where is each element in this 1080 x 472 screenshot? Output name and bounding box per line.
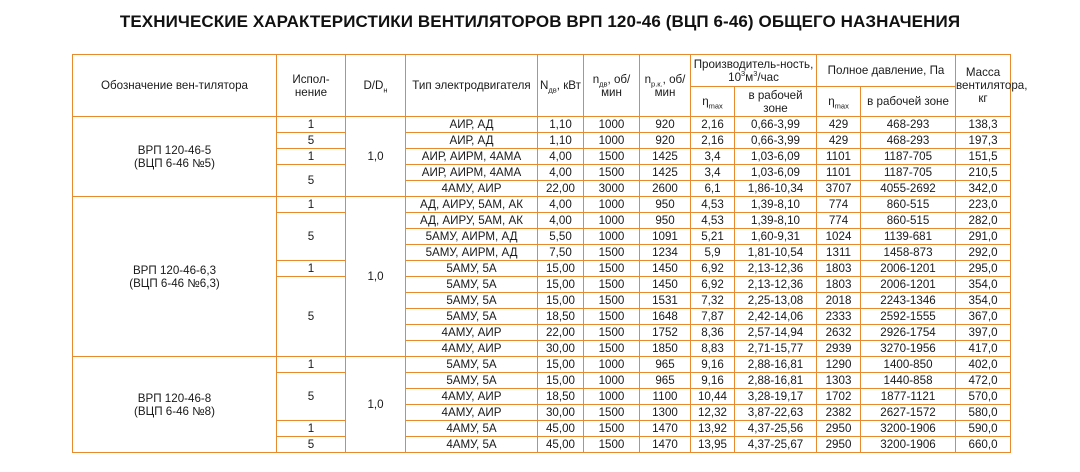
pressure-zone-cell: 1400-850 (861, 357, 956, 373)
version-cell: 1 (277, 357, 346, 373)
power-cell: 15,00 (538, 293, 584, 309)
dd-cell: 1,0 (346, 197, 406, 357)
capacity-max-cell: 8,36 (691, 325, 735, 341)
motor-speed-cell: 1500 (584, 149, 640, 165)
version-cell: 1 (277, 117, 346, 133)
capacity-zone-cell: 2,71-15,77 (735, 341, 817, 357)
header-capacity-eta: $\eta_{max}$ (691, 87, 735, 117)
header-capacity: Производитель-ность, $10^3м^3$/час (691, 55, 817, 87)
motor-cell: 5АМУ, АИРМ, АД (406, 229, 538, 245)
version-cell: 5 (277, 133, 346, 149)
header-power: $N_{дв}$, кВт (538, 55, 584, 117)
header-motor: Тип электродвигателя (406, 55, 538, 117)
mass-cell: 367,0 (956, 309, 1011, 325)
impeller-speed-cell: 965 (640, 357, 691, 373)
version-cell: 5 (277, 277, 346, 357)
power-cell: 5,50 (538, 229, 584, 245)
pressure-max-cell: 3707 (817, 181, 861, 197)
capacity-zone-cell: 0,66-3,99 (735, 133, 817, 149)
motor-speed-cell: 1500 (584, 261, 640, 277)
pressure-zone-cell: 1458-873 (861, 245, 956, 261)
capacity-zone-cell: 4,37-25,67 (735, 437, 817, 453)
pressure-max-cell: 1101 (817, 149, 861, 165)
power-cell: 22,00 (538, 181, 584, 197)
capacity-max-cell: 12,32 (691, 405, 735, 421)
pressure-max-cell: 2382 (817, 405, 861, 421)
pressure-max-cell: 774 (817, 213, 861, 229)
capacity-max-cell: 13,92 (691, 421, 735, 437)
motor-speed-cell: 1000 (584, 357, 640, 373)
capacity-zone-cell: 2,42-14,06 (735, 309, 817, 325)
motor-speed-cell: 1000 (584, 133, 640, 149)
capacity-max-cell: 2,16 (691, 133, 735, 149)
capacity-zone-cell: 2,13-12,36 (735, 277, 817, 293)
motor-speed-cell: 1000 (584, 213, 640, 229)
pressure-zone-cell: 2926-1754 (861, 325, 956, 341)
motor-cell: 4АМУ, АИР (406, 405, 538, 421)
header-capacity-zone: в рабочей зоне (735, 87, 817, 117)
mass-cell: 138,3 (956, 117, 1011, 133)
pressure-max-cell: 2018 (817, 293, 861, 309)
motor-speed-cell: 1500 (584, 245, 640, 261)
motor-speed-cell: 1000 (584, 389, 640, 405)
pressure-zone-cell: 3200-1906 (861, 421, 956, 437)
version-cell: 1 (277, 261, 346, 277)
pressure-max-cell: 1803 (817, 261, 861, 277)
header-dd: $D/D_н$ (346, 55, 406, 117)
capacity-max-cell: 2,16 (691, 117, 735, 133)
mass-cell: 342,0 (956, 181, 1011, 197)
capacity-zone-cell: 2,13-12,36 (735, 261, 817, 277)
power-cell: 15,00 (538, 261, 584, 277)
impeller-speed-cell: 1450 (640, 277, 691, 293)
capacity-zone-cell: 2,25-13,08 (735, 293, 817, 309)
dd-cell: 1,0 (346, 117, 406, 197)
dd-cell: 1,0 (346, 357, 406, 453)
motor-cell: АИР, АИРМ, 4АМА (406, 165, 538, 181)
impeller-speed-cell: 1100 (640, 389, 691, 405)
capacity-zone-cell: 2,88-16,81 (735, 373, 817, 389)
motor-speed-cell: 1000 (584, 373, 640, 389)
pressure-max-cell: 1311 (817, 245, 861, 261)
capacity-zone-cell: 2,88-16,81 (735, 357, 817, 373)
capacity-max-cell: 5,21 (691, 229, 735, 245)
capacity-zone-cell: 0,66-3,99 (735, 117, 817, 133)
pressure-zone-cell: 3270-1956 (861, 341, 956, 357)
mass-cell: 197,3 (956, 133, 1011, 149)
version-cell: 5 (277, 373, 346, 421)
header-pressure-zone: в рабочей зоне (861, 87, 956, 117)
capacity-max-cell: 6,1 (691, 181, 735, 197)
capacity-max-cell: 6,92 (691, 277, 735, 293)
motor-cell: 5АМУ, 5А (406, 261, 538, 277)
capacity-zone-cell: 3,87-22,63 (735, 405, 817, 421)
motor-cell: 5АМУ, 5А (406, 309, 538, 325)
mass-cell: 210,5 (956, 165, 1011, 181)
mass-cell: 295,0 (956, 261, 1011, 277)
motor-speed-cell: 1500 (584, 293, 640, 309)
pressure-zone-cell: 3200-1906 (861, 437, 956, 453)
version-cell: 5 (277, 165, 346, 197)
capacity-max-cell: 3,4 (691, 165, 735, 181)
motor-speed-cell: 1500 (584, 277, 640, 293)
motor-cell: АИР, АД (406, 117, 538, 133)
pressure-zone-cell: 468-293 (861, 133, 956, 149)
version-cell: 1 (277, 421, 346, 437)
pressure-max-cell: 2950 (817, 437, 861, 453)
pressure-zone-cell: 1187-705 (861, 149, 956, 165)
version-cell: 5 (277, 437, 346, 453)
table-row (73, 117, 1011, 133)
motor-cell: 4АМУ, АИР (406, 181, 538, 197)
impeller-speed-cell: 965 (640, 373, 691, 389)
mass-cell: 580,0 (956, 405, 1011, 421)
impeller-speed-cell: 920 (640, 117, 691, 133)
motor-speed-cell: 1000 (584, 117, 640, 133)
power-cell: 22,00 (538, 325, 584, 341)
fan-designation: ВРП 120-46-8 (ВЦП 6-46 №8) (73, 357, 277, 453)
motor-speed-cell: 1500 (584, 405, 640, 421)
impeller-speed-cell: 2600 (640, 181, 691, 197)
mass-cell: 292,0 (956, 245, 1011, 261)
motor-speed-cell: 1500 (584, 165, 640, 181)
mass-cell: 417,0 (956, 341, 1011, 357)
capacity-zone-cell: 3,28-19,17 (735, 389, 817, 405)
table-row (73, 197, 1011, 213)
mass-cell: 590,0 (956, 421, 1011, 437)
capacity-max-cell: 13,95 (691, 437, 735, 453)
mass-cell: 397,0 (956, 325, 1011, 341)
power-cell: 15,00 (538, 373, 584, 389)
mass-cell: 472,0 (956, 373, 1011, 389)
capacity-zone-cell: 1,03-6,09 (735, 165, 817, 181)
capacity-max-cell: 9,16 (691, 357, 735, 373)
pressure-zone-cell: 1187-705 (861, 165, 956, 181)
impeller-speed-cell: 950 (640, 213, 691, 229)
capacity-max-cell: 6,92 (691, 261, 735, 277)
impeller-speed-cell: 1234 (640, 245, 691, 261)
power-cell: 1,10 (538, 133, 584, 149)
motor-speed-cell: 3000 (584, 181, 640, 197)
version-cell: 1 (277, 197, 346, 213)
motor-speed-cell: 1500 (584, 325, 640, 341)
pressure-zone-cell: 2592-1555 (861, 309, 956, 325)
impeller-speed-cell: 1531 (640, 293, 691, 309)
impeller-speed-cell: 1648 (640, 309, 691, 325)
power-cell: 4,00 (538, 165, 584, 181)
fan-designation: ВРП 120-46-6,3 (ВЦП 6-46 №6,3) (73, 197, 277, 357)
header-pressure-eta: $\eta_{max}$ (817, 87, 861, 117)
capacity-zone-cell: 4,37-25,56 (735, 421, 817, 437)
pressure-max-cell: 2333 (817, 309, 861, 325)
motor-speed-cell: 1500 (584, 341, 640, 357)
capacity-max-cell: 3,4 (691, 149, 735, 165)
power-cell: 45,00 (538, 437, 584, 453)
pressure-max-cell: 1702 (817, 389, 861, 405)
motor-cell: 4АМУ, АИР (406, 389, 538, 405)
mass-cell: 223,0 (956, 197, 1011, 213)
motor-cell: 5АМУ, 5А (406, 357, 538, 373)
header-mass: Масса вентилятора, кг (956, 55, 1011, 117)
page-title: ТЕХНИЧЕСКИЕ ХАРАКТЕРИСТИКИ ВЕНТИЛЯТОРОВ ВРП 120-46 (ВЦП 6-46) ОБЩЕГО НАЗНАЧЕНИЯ (119, 12, 961, 31)
mass-cell: 570,0 (956, 389, 1011, 405)
pressure-max-cell: 1024 (817, 229, 861, 245)
version-cell: 1 (277, 149, 346, 165)
capacity-max-cell: 4,53 (691, 213, 735, 229)
pressure-max-cell: 2632 (817, 325, 861, 341)
mass-cell: 660,0 (956, 437, 1011, 453)
motor-cell: 5АМУ, АИРМ, АД (406, 245, 538, 261)
pressure-max-cell: 2950 (817, 421, 861, 437)
power-cell: 4,00 (538, 149, 584, 165)
capacity-zone-cell: 1,03-6,09 (735, 149, 817, 165)
motor-cell: АД, АИРУ, 5АМ, АК (406, 197, 538, 213)
motor-speed-cell: 1500 (584, 309, 640, 325)
power-cell: 1,10 (538, 117, 584, 133)
motor-cell: 5АМУ, 5А (406, 373, 538, 389)
header-impeller-speed: $n_{р.к.}$, об/мин (640, 55, 691, 117)
pressure-zone-cell: 1440-858 (861, 373, 956, 389)
pressure-zone-cell: 1877-1121 (861, 389, 956, 405)
pressure-max-cell: 1803 (817, 277, 861, 293)
capacity-zone-cell: 1,39-8,10 (735, 213, 817, 229)
impeller-speed-cell: 1470 (640, 421, 691, 437)
capacity-max-cell: 10,44 (691, 389, 735, 405)
pressure-max-cell: 429 (817, 117, 861, 133)
header-version: Испол-нение (277, 55, 346, 117)
power-cell: 4,00 (538, 213, 584, 229)
header-pressure: Полное давление, Па (817, 55, 956, 87)
pressure-zone-cell: 860-515 (861, 213, 956, 229)
motor-cell: 4АМУ, АИР (406, 325, 538, 341)
motor-cell: 4АМУ, 5А (406, 437, 538, 453)
capacity-max-cell: 7,32 (691, 293, 735, 309)
motor-speed-cell: 1000 (584, 229, 640, 245)
impeller-speed-cell: 1425 (640, 149, 691, 165)
capacity-zone-cell: 1,81-10,54 (735, 245, 817, 261)
capacity-zone-cell: 1,60-9,31 (735, 229, 817, 245)
table-row (73, 357, 1011, 373)
capacity-max-cell: 7,87 (691, 309, 735, 325)
mass-cell: 282,0 (956, 213, 1011, 229)
mass-cell: 291,0 (956, 229, 1011, 245)
header-designation: Обозначение вен-тилятора (73, 55, 277, 117)
version-cell: 5 (277, 213, 346, 261)
power-cell: 18,50 (538, 309, 584, 325)
impeller-speed-cell: 1470 (640, 437, 691, 453)
specs-table (72, 54, 1028, 453)
impeller-speed-cell: 1425 (640, 165, 691, 181)
motor-cell: 5АМУ, 5А (406, 293, 538, 309)
motor-cell: 4АМУ, 5А (406, 421, 538, 437)
power-cell: 30,00 (538, 405, 584, 421)
capacity-zone-cell: 1,39-8,10 (735, 197, 817, 213)
header-motor-speed: $n_{дв}$, об/мин (584, 55, 640, 117)
motor-cell: АИР, АД (406, 133, 538, 149)
pressure-max-cell: 1290 (817, 357, 861, 373)
power-cell: 15,00 (538, 357, 584, 373)
mass-cell: 402,0 (956, 357, 1011, 373)
impeller-speed-cell: 1850 (640, 341, 691, 357)
impeller-speed-cell: 1450 (640, 261, 691, 277)
mass-cell: 354,0 (956, 277, 1011, 293)
motor-speed-cell: 1500 (584, 421, 640, 437)
motor-speed-cell: 1000 (584, 197, 640, 213)
motor-cell: 5АМУ, 5А (406, 277, 538, 293)
impeller-speed-cell: 950 (640, 197, 691, 213)
fan-designation: ВРП 120-46-5 (ВЦП 6-46 №5) (73, 117, 277, 197)
motor-cell: АД, АИРУ, 5АМ, АК (406, 213, 538, 229)
power-cell: 7,50 (538, 245, 584, 261)
pressure-zone-cell: 1139-681 (861, 229, 956, 245)
pressure-zone-cell: 468-293 (861, 117, 956, 133)
motor-speed-cell: 1500 (584, 437, 640, 453)
mass-cell: 354,0 (956, 293, 1011, 309)
pressure-max-cell: 1303 (817, 373, 861, 389)
pressure-zone-cell: 2627-1572 (861, 405, 956, 421)
capacity-max-cell: 8,83 (691, 341, 735, 357)
motor-cell: 4АМУ, АИР (406, 341, 538, 357)
capacity-max-cell: 5,9 (691, 245, 735, 261)
impeller-speed-cell: 1091 (640, 229, 691, 245)
pressure-zone-cell: 860-515 (861, 197, 956, 213)
impeller-speed-cell: 1300 (640, 405, 691, 421)
pressure-max-cell: 774 (817, 197, 861, 213)
power-cell: 15,00 (538, 277, 584, 293)
capacity-max-cell: 4,53 (691, 197, 735, 213)
motor-cell: АИР, АИРМ, 4АМА (406, 149, 538, 165)
pressure-max-cell: 1101 (817, 165, 861, 181)
mass-cell: 151,5 (956, 149, 1011, 165)
power-cell: 30,00 (538, 341, 584, 357)
power-cell: 45,00 (538, 421, 584, 437)
capacity-zone-cell: 1,86-10,34 (735, 181, 817, 197)
pressure-zone-cell: 2006-1201 (861, 277, 956, 293)
pressure-zone-cell: 2243-1346 (861, 293, 956, 309)
impeller-speed-cell: 1752 (640, 325, 691, 341)
power-cell: 4,00 (538, 197, 584, 213)
capacity-max-cell: 9,16 (691, 373, 735, 389)
pressure-max-cell: 2939 (817, 341, 861, 357)
pressure-max-cell: 429 (817, 133, 861, 149)
impeller-speed-cell: 920 (640, 133, 691, 149)
capacity-zone-cell: 2,57-14,94 (735, 325, 817, 341)
pressure-zone-cell: 2006-1201 (861, 261, 956, 277)
pressure-zone-cell: 4055-2692 (861, 181, 956, 197)
power-cell: 18,50 (538, 389, 584, 405)
